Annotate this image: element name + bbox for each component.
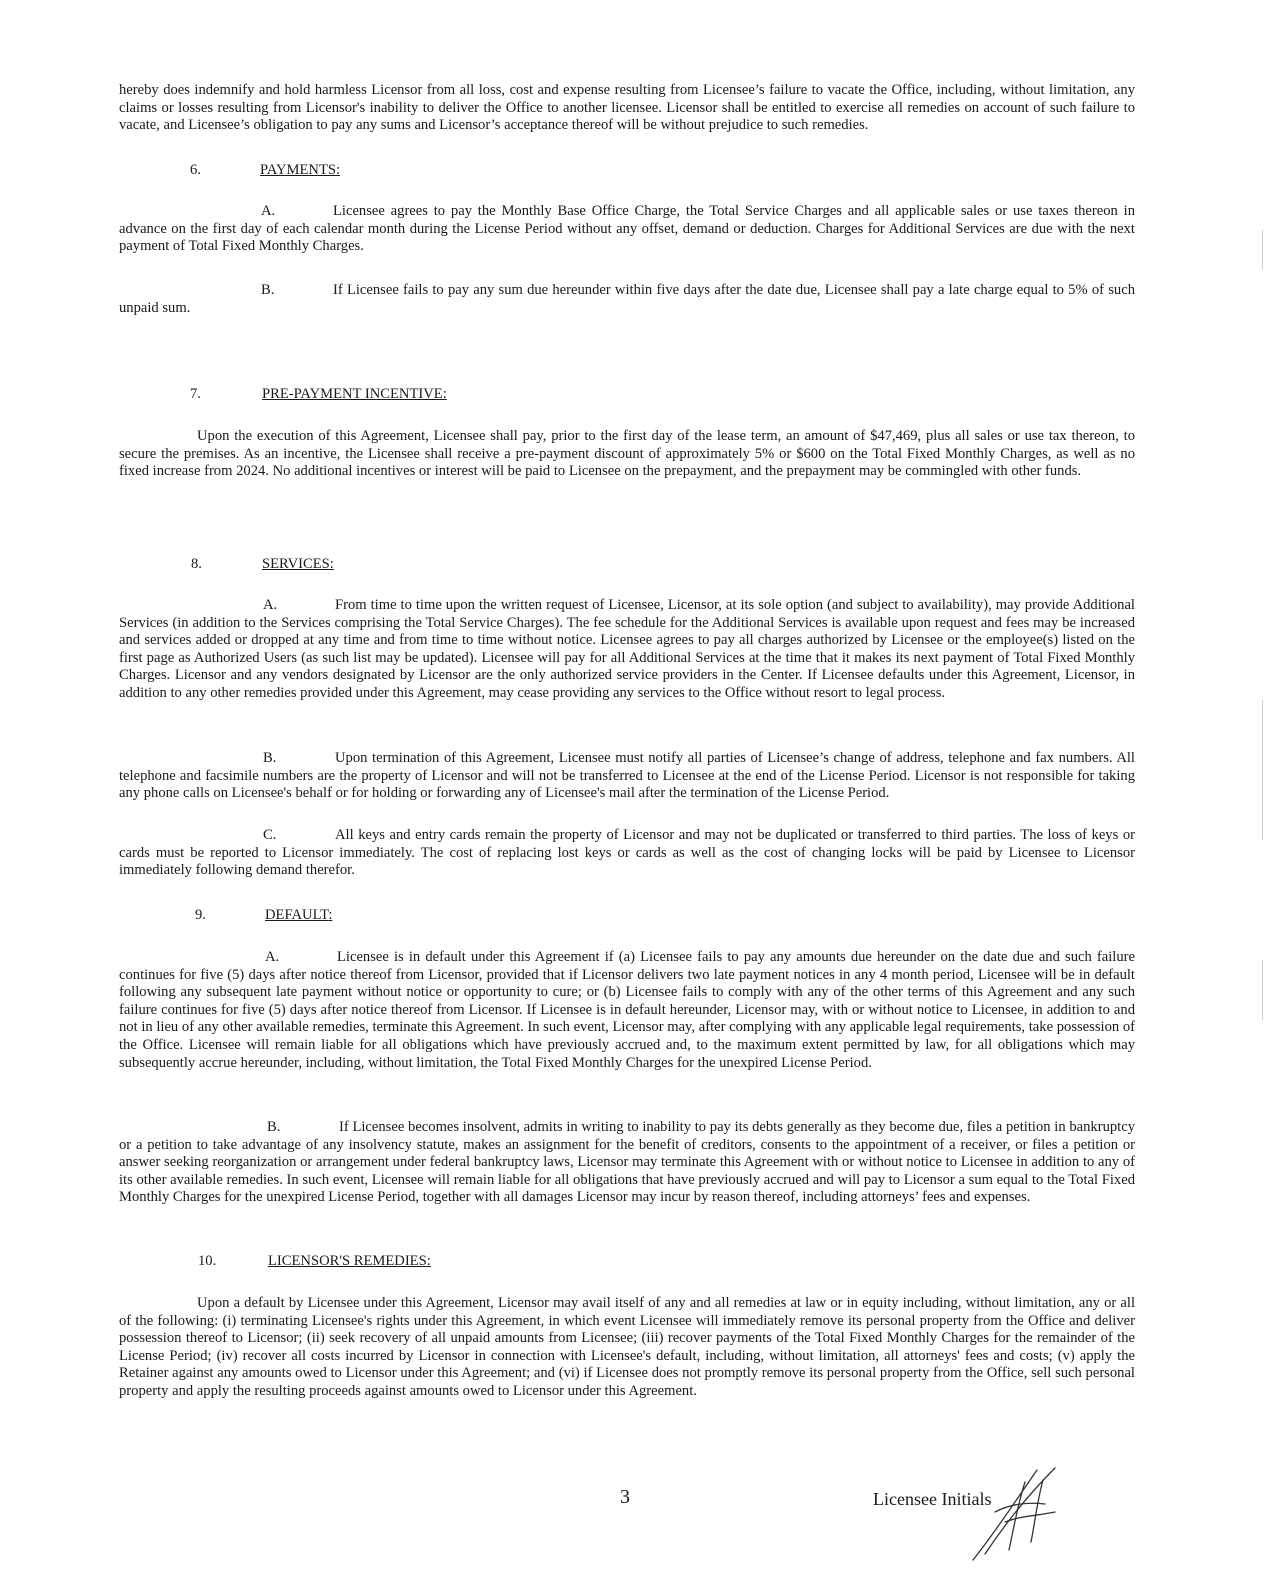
paragraph-text: If Licensee fails to pay any sum due hereunder within five days after the date due, Licensee shall pay a late charge equal to 5% of such unpaid sum.: [119, 282, 1135, 316]
paragraph-label: B.: [261, 282, 275, 298]
section-6-paragraph-a: [119, 203, 1135, 256]
section-number: 10.: [198, 1253, 217, 1269]
section-8-paragraph-b: [119, 750, 1135, 803]
paragraph-text: Upon a default by Licensee under this Agreement, Licensor may avail itself of any and all remedies at law or in equity including, without limitation, any or all of the following: (i) terminating Licensee's rights under this Agreement, in which event Licensee will immediately remove its personal property from the Office and deliver possession thereof to Licensor; (ii) seek recovery of all unpaid amounts from Licensee; (iii) recover payments of the Total Fixed Monthly Charges for the remainder of the License Period; (iv) recover all costs incurred by Licensor in connection with Licensee's default, including, without limitation, all attorneys' fees and costs; (v) apply the Retainer against any amounts owed to Licensor under this Agreement; and (vi) if Licensee does not promptly remove its personal property from the Office, sell such personal property and apply the resulting proceeds against amounts owed to Licensor under this Agreement.: [119, 1295, 1135, 1399]
section-6-paragraph-b: [119, 282, 1135, 317]
paragraph-label: A.: [263, 597, 278, 613]
scan-artifact: [1262, 960, 1263, 1020]
section-9-paragraph-b: [119, 1119, 1135, 1207]
paragraph-text: From time to time upon the written request of Licensee, Licensor, at its sole option (and subject to availability), may provide Additional Services (in addition to the Services comprising the Total Service Charges). The fee schedule for the Additional Services is available upon request and fees may be increased and services added or dropped at any time and from time to time without notice. Licensee agrees to pay all charges authorized by Licensee or the employee(s) listed on the first page as Authorized Users (as such list may be updated). Licensee will pay for all Additional Services at the time that it makes its next payment of Total Fixed Monthly Charges. Licensor and any vendors designated by Licensor are the only authorized service providers in the Center. If Licensee defaults under this Agreement, Licensor, in addition to any other remedies provided under this Agreement, may cease providing any services to the Office without resort to legal process.: [119, 597, 1135, 701]
section-7-paragraph: [119, 428, 1135, 481]
paragraph-text: Licensee is in default under this Agreement if (a) Licensee fails to pay any amounts due hereunder on the date due and such failure continues for five (5) days after notice thereof from Licensor, provided that if Licensor delivers two late payment notices in any 4 month period, Licensee will be in default following any subsequent late payment without notice or opportunity to cure; or (b) Licensee fails to comply with any of the other terms of this Agreement and any such failure continues for five (5) days after notice thereof from Licensor. If Licensee is in default hereunder, Licensor may, with or without notice to Licensee, in addition to and not in lieu of any other available remedies, terminate this Agreement. In such event, Licensor may, after complying with any applicable legal requirements, take possession of the Office. Licensee will remain liable for all obligations which have previously accrued and, to the maximum extent permitted by law, for all obligations which may subsequently accrue hereunder, including, without limitation, the Total Fixed Monthly Charges for the unexpired License Period.: [119, 949, 1135, 1071]
section-title: PAYMENTS:: [260, 162, 341, 178]
scan-artifact: [1262, 700, 1263, 840]
paragraph-text: Upon termination of this Agreement, Licensee must notify all parties of Licensee’s change of address, telephone and fax numbers. All telephone and facsimile numbers are the property of Licensor and will not be transferred to Licensee at the end of the License Period. Licensor is not responsible for taking any phone calls on Licensee's behalf or for holding or forwarding any of Licensee's mail after the termination of the License Period.: [119, 750, 1135, 802]
section-title: DEFAULT:: [265, 907, 333, 923]
paragraph-text: All keys and entry cards remain the property of Licensor and may not be duplicated or transferred to third parties. The loss of keys or cards must be reported to Licensor immediately. The cost of replacing lost keys or cards as well as the cost of changing locks will be paid by Licensee to Licensor immediately following demand therefor.: [119, 827, 1135, 879]
scan-artifact: [1262, 230, 1263, 270]
paragraph-label: A.: [265, 949, 280, 965]
section-number: 9.: [195, 907, 206, 923]
section-number: 6.: [190, 162, 201, 178]
section-8-paragraph-a: [119, 597, 1135, 703]
section-number: 7.: [190, 386, 201, 402]
paragraph-label: C.: [263, 827, 277, 843]
page-number: 3: [620, 1486, 630, 1508]
paragraph-label: B.: [267, 1119, 281, 1135]
section-10-paragraph: [119, 1295, 1135, 1401]
section-8-paragraph-c: [119, 827, 1135, 880]
signature-initials-icon: [965, 1462, 1075, 1572]
intro-paragraph: hereby does indemnify and hold harmless Licensor from all loss, cost and expense resulting from Licensee’s failure to vacate the Office, including, without limitation, any claims or losses resulting from Licensor's inability to deliver the Office to another licensee. Licensor shall be entitled to exercise all remedies on account of such failure to vacate, and Licensee’s obligation to pay any sums and Licensor’s acceptance thereof will be without prejudice to such remedies.: [119, 82, 1135, 134]
section-title: SERVICES:: [262, 556, 334, 572]
paragraph-label: A.: [261, 203, 276, 219]
section-9-paragraph-a: [119, 949, 1135, 1072]
paragraph-text: If Licensee becomes insolvent, admits in writing to inability to pay its debts generally as they become due, files a petition in bankruptcy or a petition to take advantage of any insolvency statute, makes an assignment for the benefit of creditors, consents to the appointment of a receiver, or files a petition or answer seeking reorganization or arrangement under federal bankruptcy laws, Licensor may terminate this Agreement with or without notice to Licensee in addition to any of its other available remedies. In such event, Licensee will remain liable for all obligations that have previously accrued and will pay to Licensor a sum equal to the Total Fixed Monthly Charges for the unexpired License Period, together with all damages Licensor may incur by reason thereof, including attorneys’ fees and expenses.: [119, 1119, 1135, 1206]
section-title: PRE-PAYMENT INCENTIVE:: [262, 386, 447, 402]
paragraph-text: Upon the execution of this Agreement, Licensee shall pay, prior to the first day of the lease term, an amount of $47,469, plus all sales or use tax thereon, to secure the premises. As an incentive, the Licensee shall receive a pre-payment discount of approximately 5% or $600 on the Total Fixed Monthly Charges, as well as no fixed increase from 2024. No additional incentives or interest will be paid to Licensee on the prepayment, and the prepayment may be commingled with other funds.: [119, 428, 1135, 480]
paragraph-label: B.: [263, 750, 277, 766]
paragraph-text: Licensee agrees to pay the Monthly Base Office Charge, the Total Service Charges and all applicable sales or use taxes thereon in advance on the first day of each calendar month during the License Period without any offset, demand or deduction. Charges for Additional Services are due with the next payment of Total Fixed Monthly Charges.: [119, 203, 1135, 255]
section-title: LICENSOR'S REMEDIES:: [268, 1253, 431, 1269]
initials-label: Licensee Initials: [873, 1489, 992, 1509]
section-number: 8.: [191, 556, 202, 572]
